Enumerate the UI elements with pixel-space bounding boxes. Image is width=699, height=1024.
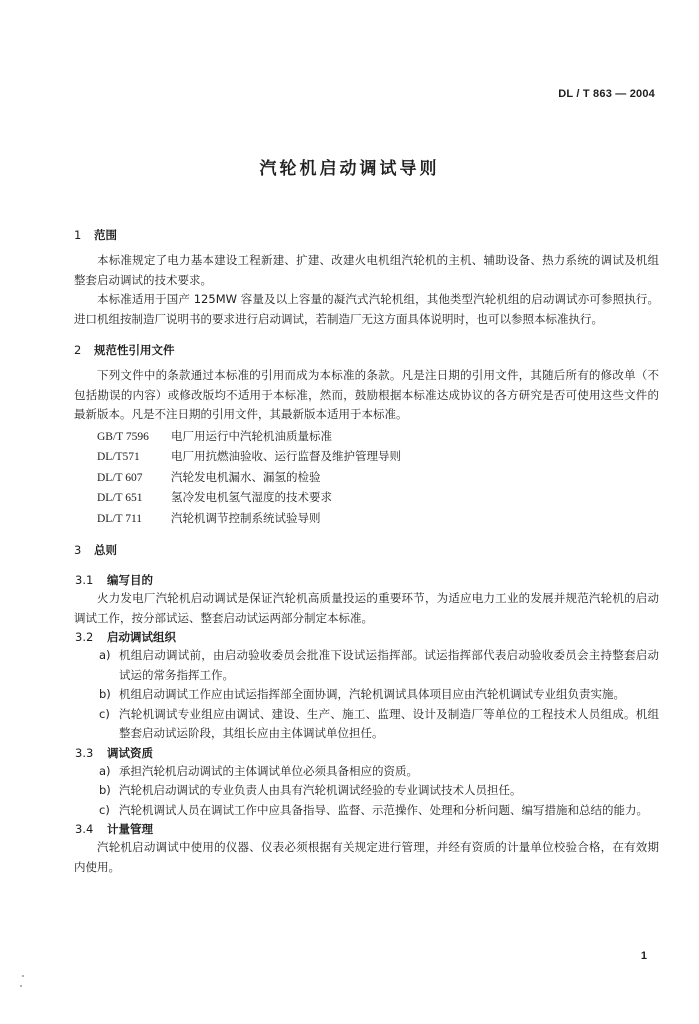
paragraph: 下列文件中的条款通过本标准的引用而成为本标准的条款。凡是注日期的引用文件，其随后所有的修改单（不包括勘误的内容）或修改版均不适用于本标准，然而，鼓励根据本标准达成协议的各方研究是否可使用这些文件的最新版本。凡是不注日期的引用文件，其最新版本适用于本标准。 [74, 368, 659, 421]
section-number: 1 [74, 228, 82, 242]
subsection-title: 调试资质 [107, 745, 153, 760]
paragraph: 本标准适用于国产 125MW 容量及以上容量的凝汽式汽轮机组，其他类型汽轮机组的启动调试亦可参照执行。进口机组按制造厂说明书的要求进行启动调试，若制造厂无这方面具体说明时，也可以参照本标准执行。 [74, 292, 659, 326]
reference-item [74, 468, 659, 489]
scan-speck [20, 985, 22, 987]
reference-code: GB/T 7596 [97, 430, 149, 443]
reference-title: 氢冷发电机氢气湿度的技术要求 [171, 490, 332, 504]
reference-code: DL/T 607 [97, 471, 143, 484]
standard-code: DL / T 863 — 2004 [558, 88, 655, 100]
section-number: 2 [74, 343, 82, 357]
subsection-heading-3-3 [74, 744, 659, 762]
subsection-heading-3-2 [74, 628, 659, 646]
list-item [74, 646, 659, 685]
section-heading-2 [74, 341, 659, 359]
item-text: 机组启动调试工作应由试运指挥部全面协调，汽轮机调试具体项目应由汽轮机调试专业组负责实施。 [119, 687, 625, 701]
paragraph: 汽轮机启动调试中使用的仪器、仪表必须根据有关规定进行管理，并经有资质的计量单位校验合格，在有效期内使用。 [74, 840, 659, 874]
reference-item [74, 488, 659, 509]
section-heading-1 [74, 226, 659, 244]
item-marker: a) [99, 763, 111, 778]
section-title: 规范性引用文件 [94, 343, 175, 357]
section-title: 总则 [94, 543, 117, 557]
item-marker: a) [99, 648, 111, 662]
reference-title: 电厂用运行中汽轮机油质量标准 [171, 428, 332, 443]
reference-title: 汽轮机调节控制系统试验导则 [171, 510, 321, 525]
list-item [74, 685, 659, 705]
item-text: 汽轮机启动调试的专业负责人由具有汽轮机调试经验的专业调试技术人员担任。 [119, 783, 522, 797]
item-text: 承担汽轮机启动调试的主体调试单位必须具备相应的资质。 [119, 763, 418, 778]
list-item [74, 781, 659, 801]
section-number: 3 [74, 543, 82, 557]
item-marker: c) [99, 802, 110, 817]
item-text: 机组启动调试前，由启动验收委员会批准下设试运指挥部。试运指挥部代表启动验收委员会主持整套启动试运的常务指挥工作。 [119, 648, 659, 682]
scan-speck [22, 975, 24, 977]
item-marker: c) [99, 706, 110, 721]
paragraph: 火力发电厂汽轮机启动调试是保证汽轮机高质量投运的重要环节，为适应电力工业的发展并规范汽轮机的启动调试工作，按分部试运、整套启动试运两部分制定本标准。 [74, 591, 659, 625]
list-item [74, 762, 659, 782]
subsection-heading-3-4 [74, 820, 659, 838]
document-body [74, 226, 659, 877]
item-marker: b) [99, 783, 111, 797]
subsection-number: 3.4 [75, 822, 94, 836]
item-text: 汽轮机调试专业组应由调试、建设、生产、施工、监理、设计及制造厂等单位的工程技术人员组成。机组整套启动试运阶段，其组长应由主体调试单位担任。 [119, 706, 659, 740]
subsection-number: 3.1 [75, 573, 94, 587]
section-title: 范围 [94, 228, 117, 242]
item-marker: b) [99, 687, 111, 701]
item-list [74, 762, 659, 821]
subsection-title: 启动调试组织 [107, 630, 176, 644]
list-item [74, 801, 659, 821]
paragraph: 本标准规定了电力基本建设工程新建、扩建、改建火电机组汽轮机的主机、辅助设备、热力系统的调试及机组整套启动调试的技术要求。 [74, 253, 659, 287]
reference-title: 电厂用抗燃油验收、运行监督及维护管理导则 [171, 449, 401, 463]
reference-code: DL/T 651 [97, 492, 143, 504]
reference-list [74, 427, 659, 530]
page-number: 1 [640, 950, 647, 962]
subsection-number: 3.3 [75, 745, 94, 760]
section-heading-3 [74, 541, 659, 559]
reference-item [74, 427, 659, 448]
list-item [74, 705, 659, 744]
document-title: 汽轮机启动调试导则 [259, 159, 440, 179]
subsection-title: 编写目的 [107, 573, 153, 587]
subsection-number: 3.2 [75, 630, 94, 644]
reference-code: DL/T571 [97, 451, 140, 463]
reference-item [74, 447, 659, 468]
item-list [74, 646, 659, 744]
item-text: 汽轮机调试人员在调试工作中应具备指导、监督、示范操作、处理和分析问题、编写措施和总结的能力。 [119, 802, 648, 817]
subsection-heading-3-1 [74, 571, 659, 589]
reference-code: DL/T 711 [97, 512, 143, 525]
reference-title: 汽轮发电机漏水、漏氢的检验 [171, 469, 321, 484]
subsection-title: 计量管理 [107, 822, 153, 836]
reference-item [74, 509, 659, 530]
